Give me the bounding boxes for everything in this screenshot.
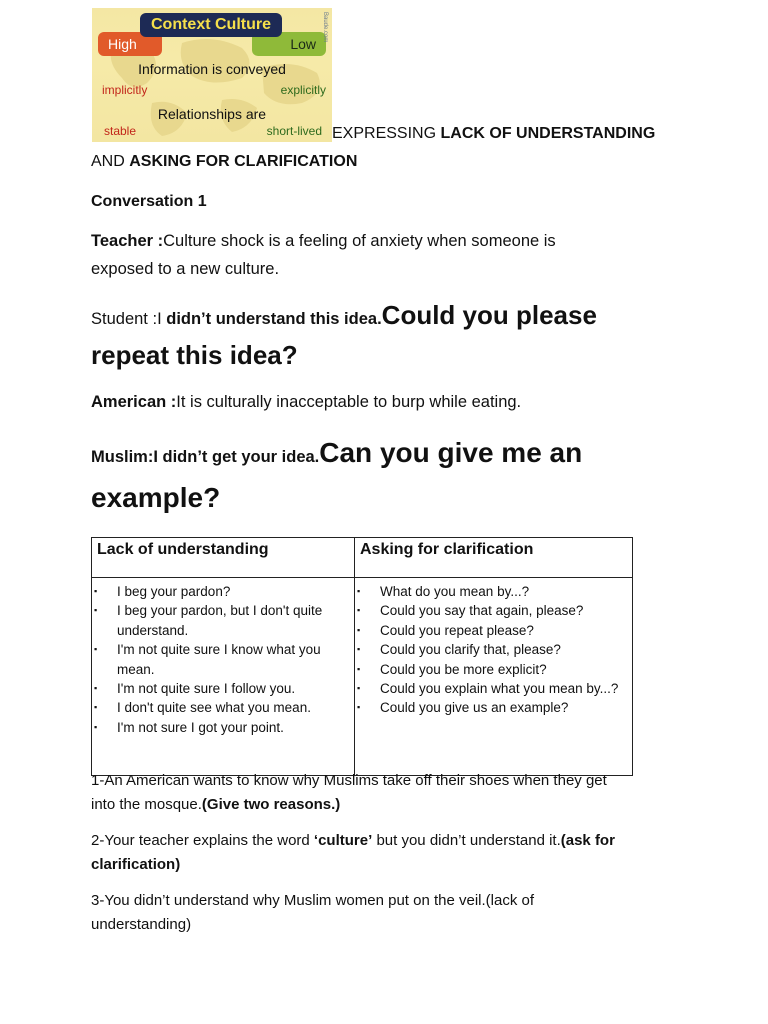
student-bold: didn’t understand this idea.: [166, 310, 382, 328]
list-item: ▪ I'm not quite sure I follow you.: [92, 679, 354, 698]
muslim-bold: Muslim:I didn’t get your idea.: [91, 448, 320, 466]
student-speaker: Student :: [91, 310, 158, 328]
low-label: Low: [252, 32, 326, 56]
list-item: ▪ I beg your pardon, but I don't quite understand.: [92, 601, 354, 640]
heading-prefix: EXPRESSING: [332, 125, 441, 142]
task-3-line-2: understanding): [91, 916, 192, 933]
list-item: ▪ Could you give us an example?: [355, 698, 632, 717]
lack-list: [92, 582, 354, 737]
info-line: Information is conveyed: [138, 61, 286, 77]
table-header-row: [92, 538, 633, 578]
header-lack: Lack of understanding: [92, 538, 355, 578]
list-item: ▪ Could you be more explicit?: [355, 660, 632, 679]
conversation-title: Conversation 1: [91, 193, 207, 210]
list-item: ▪ I'm not quite sure I know what you mean.: [92, 640, 354, 679]
task-2-bold-1: (ask for: [560, 832, 615, 849]
american-text: It is culturally inacceptable to burp while eating.: [176, 393, 522, 411]
heading-and: AND: [91, 153, 130, 170]
high-label: High: [98, 32, 162, 56]
teacher-line-1: [91, 232, 556, 251]
muslim-line-1: [91, 437, 582, 469]
short-lived-label: short-lived: [266, 124, 322, 138]
muslim-big-2: example?: [91, 482, 221, 513]
heading-bold-2: ASKING FOR CLARIFICATION: [129, 153, 358, 170]
heading-line-2: [91, 153, 357, 171]
stable-label: stable: [104, 124, 137, 138]
banner-credit: Baude.com: [322, 12, 328, 43]
heading-line-1: [332, 125, 655, 143]
teacher-line-2: exposed to a new culture.: [91, 260, 280, 278]
task-2-prefix: 2-Your teacher explains the word: [91, 832, 314, 849]
lack-cell: [92, 578, 355, 776]
context-culture-banner: [92, 8, 332, 142]
task-2-middle: but you didn’t understand it.: [372, 832, 561, 849]
student-big-1: Could you please: [381, 300, 597, 330]
relationships-line: Relationships are: [157, 106, 267, 122]
list-item: ▪ What do you mean by...?: [355, 582, 632, 601]
explicitly-label: explicitly: [280, 83, 326, 97]
task-1-text: into the mosque.: [91, 796, 202, 813]
student-line-1: [91, 300, 597, 331]
american-line: [91, 393, 521, 412]
task-2-word: ‘culture’: [313, 832, 373, 849]
task-1-bold: (Give two reasons.): [201, 796, 341, 813]
teacher-speaker: Teacher :: [91, 232, 164, 250]
list-item: ▪ I beg your pardon?: [92, 582, 354, 601]
banner-title: Context Culture: [140, 13, 282, 37]
table-row: [92, 578, 633, 776]
muslim-big-1: Can you give me an: [319, 437, 583, 468]
heading-bold-1: LACK OF UNDERSTANDING: [440, 125, 656, 142]
student-i: I: [157, 310, 167, 328]
asking-list: [355, 582, 632, 718]
task-2-line-1: [91, 832, 615, 849]
implicitly-label: implicitly: [102, 83, 148, 97]
student-big-2: repeat this idea?: [91, 340, 298, 370]
asking-cell: [355, 578, 633, 776]
header-asking: Asking for clarification: [355, 538, 633, 578]
list-item: ▪ Could you repeat please?: [355, 621, 632, 640]
list-item: ▪ Could you clarify that, please?: [355, 640, 632, 659]
teacher-text-1: Culture shock is a feeling of anxiety when someone is: [163, 232, 556, 250]
list-item: ▪ Could you say that again, please?: [355, 601, 632, 620]
task-1-line-2: [91, 796, 340, 813]
task-1-line-1: 1-An American wants to know why Muslims take off their shoes when they get: [91, 772, 607, 789]
task-3-line-1: 3-You didn’t understand why Muslim women put on the veil.(lack of: [91, 892, 535, 909]
list-item: ▪ I don't quite see what you mean.: [92, 698, 354, 717]
task-2-bold-2: clarification): [91, 856, 181, 873]
american-speaker: American :: [91, 393, 177, 411]
list-item: ▪ Could you explain what you mean by...?: [355, 679, 632, 698]
list-item: ▪ I'm not sure I got your point.: [92, 718, 354, 737]
phrases-table: [91, 537, 633, 776]
